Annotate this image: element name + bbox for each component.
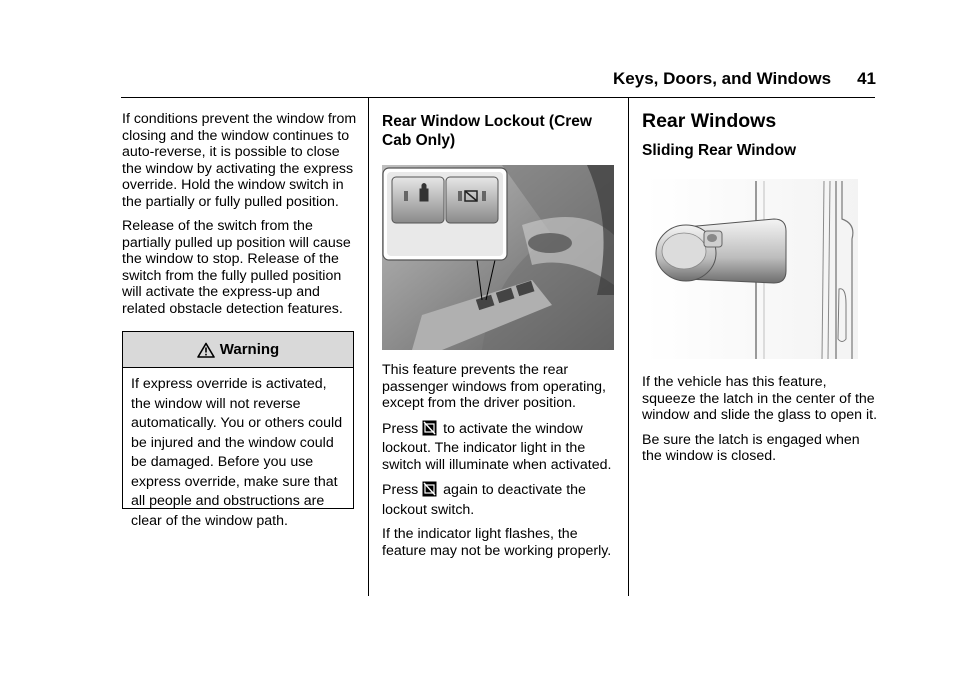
warning-title-bar	[123, 332, 353, 368]
warning-triangle-icon	[197, 342, 215, 358]
warning-box	[122, 331, 354, 529]
paragraph: If conditions prevent the window from closing and the window continues to auto-reverse, it is possible to close the window by activating the express override. Hold the window switch in the partially or fully pulled position.	[122, 111, 357, 210]
window-lockout-icon	[422, 481, 437, 502]
column-2	[382, 112, 618, 150]
column-2-text	[382, 362, 618, 567]
column-divider-2	[628, 97, 629, 596]
header-rule	[121, 97, 875, 98]
press-label: Press	[382, 482, 419, 498]
paragraph: If the vehicle has this feature, squeeze the latch in the center of the window and slide the glass to open it.	[642, 374, 878, 423]
paragraph: This feature prevents the rear passenger windows from operating, except from the driver position.	[382, 362, 606, 411]
paragraph	[382, 481, 618, 518]
subsection-heading: Sliding Rear Window	[642, 142, 797, 159]
section-title: Keys, Doors, and Windows	[613, 69, 832, 88]
press-instruction: again to deactivate the lockout switch.	[382, 482, 586, 518]
column-3-text	[642, 374, 878, 473]
paragraph: Release of the switch from the partially pulled up position will cause the window to stop. Release of the switch from the fully pulled position will activate the express-up and related obstacle detection features.	[122, 218, 351, 317]
press-instruction: to activate the window lockout. The indicator light in the switch will illuminate when activated.	[382, 420, 612, 473]
column-3	[642, 110, 878, 160]
paragraph: Be sure the latch is engaged when the window is closed.	[642, 431, 860, 464]
sliding-window-latch-illustration	[646, 179, 858, 359]
warning-body: If express override is activated, the window will not reverse automatically. You or others could be injured and the window could be damaged. Before you use express override, make sure that all people and obstructions are clear of the window path.	[131, 376, 343, 529]
section-heading: Rear Window Lockout (Crew Cab Only)	[382, 113, 592, 149]
paragraph	[382, 420, 618, 474]
page-header	[0, 69, 876, 89]
paragraph: If the indicator light flashes, the feature may not be working properly.	[382, 526, 612, 559]
column-1	[122, 111, 358, 325]
section-heading: Rear Windows	[642, 110, 777, 132]
warning-title: Warning	[219, 341, 280, 358]
lockout-switch-illustration	[382, 165, 614, 350]
press-label: Press	[382, 420, 419, 437]
window-lockout-icon	[422, 420, 437, 441]
page-number: 41	[857, 69, 876, 88]
column-divider-1	[368, 97, 369, 596]
